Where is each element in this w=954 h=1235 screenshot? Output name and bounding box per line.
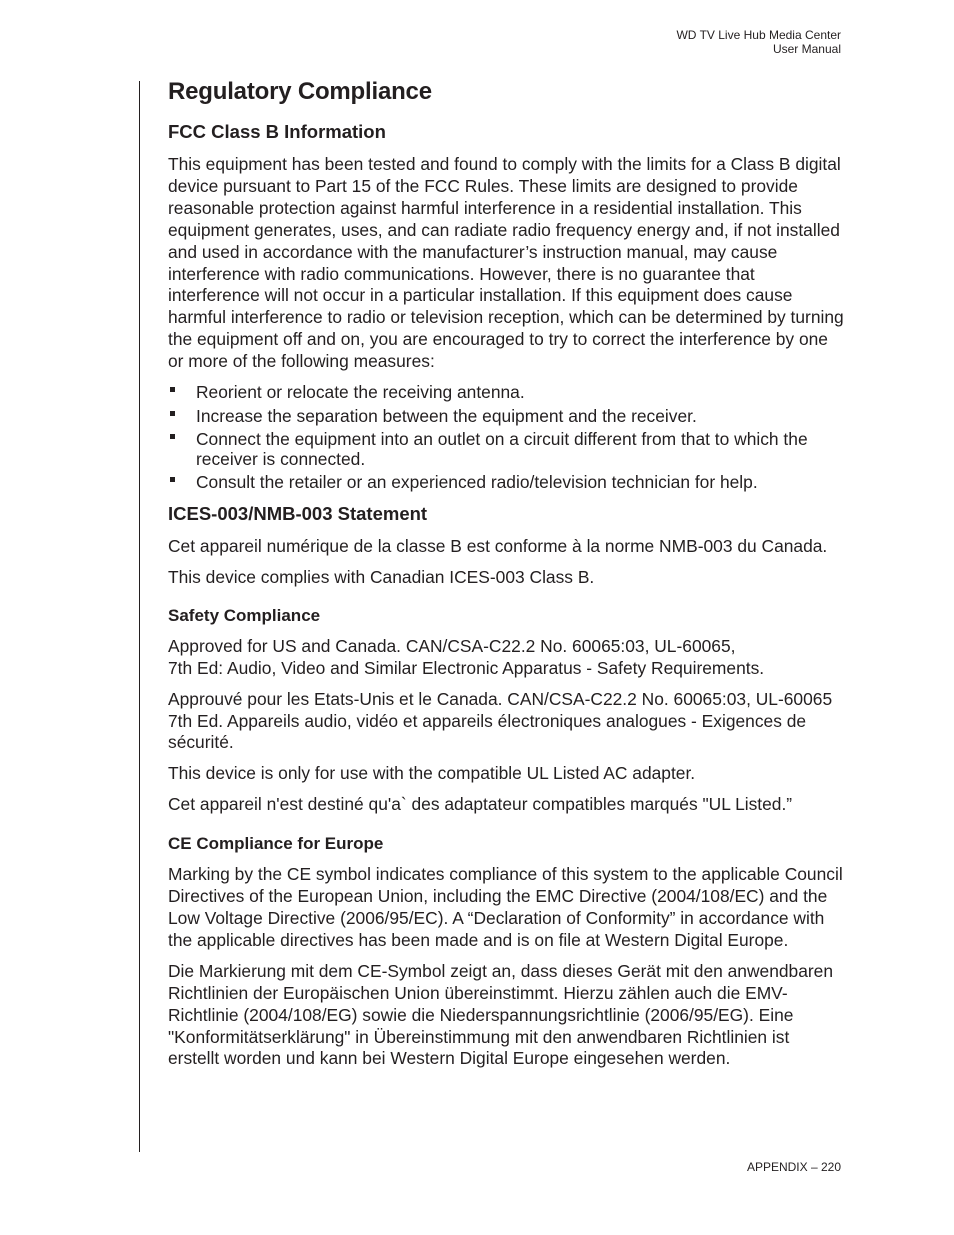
section-side-rule (139, 81, 140, 1152)
safety-paragraph-en: Approved for US and Canada. CAN/CSA-C22.2 No. 60065:03, UL-60065, 7th Ed: Audio, Video and Similar Electronic Apparatus - Safety Requirements. (168, 635, 765, 678)
fcc-heading: FCC Class B Information (168, 121, 386, 142)
fcc-paragraph: This equipment has been tested and found to comply with the limits for a Class B digital device pursuant to Part 15 of the FCC Rules. These limits are designed to provide reasonable protection against harmful interference in a residential installation. This equipment generates, uses, and can radiate radio frequency energy and, if not installed and used in accordance with the manufacturer’s instruction manual, may cause interference with radio communications. However, there is no guarantee that interference will not occur in a particular installation. If this equipment does cause harmful interference to radio or television reception, which can be determined by turning the equipment off and on, you are encouraged to try to correct the interference by one or more of the following measures: (168, 154, 844, 372)
ce-heading: CE Compliance for Europe (168, 834, 384, 854)
square-bullet-icon (170, 411, 175, 416)
ce-paragraph-en: Marking by the CE symbol indicates compliance of this system to the applicable Council Directives of the European Union, including the EMC Directive (2004/108/EC) and the Low Voltage Directive (2006/95/EC). A “Declaration of Conformity” in accordance with the applicable directives has been made and is on file at Western Digital Europe. (168, 864, 843, 950)
safety-heading: Safety Compliance (168, 605, 321, 625)
ices-paragraph-fr: Cet appareil numérique de la classe B est conforme à la norme NMB-003 du Canada. (168, 536, 828, 557)
ices-heading: ICES-003/NMB-003 Statement (168, 503, 428, 525)
list-item: Consult the retailer or an experienced radio/television technician for help. (168, 473, 844, 493)
page-footer (747, 1160, 841, 1174)
square-bullet-icon (170, 434, 175, 439)
safety-adapter-en: This device is only for use with the compatible UL Listed AC adapter. (168, 763, 696, 784)
list-item: Increase the separation between the equipment and the receiver. (168, 407, 844, 427)
list-item: Reorient or relocate the receiving antenna. (168, 383, 844, 403)
ce-paragraph-de: Die Markierung mit dem CE-Symbol zeigt an, dass dieses Gerät mit den anwendbaren Richtlinien der Europäischen Union übereinstimmt. Hierzu zählen auch die EMV-Richtlinie (2004/108/EG) sowie die Niederspannungsrichtlinie (2006/95/EG). Eine "Konformitätserklärung" in Übereinstimmung mit den anwendbaren Richtlinien ist erstellt worden und kann bei Western Digital Europe eingesehen werden. (168, 960, 834, 1069)
running-header (676, 28, 841, 56)
list-item: Connect the equipment into an outlet on a circuit different from that to which the receiver is connected. (168, 430, 844, 469)
page-content (168, 76, 844, 1070)
fcc-measures-list (168, 383, 844, 493)
header-manual-title: User Manual (772, 42, 841, 56)
header-product-title: WD TV Live Hub Media Center (676, 28, 841, 42)
safety-adapter-fr: Cet appareil n'est destiné qu'a` des adaptateur compatibles marqués "UL Listed.” (168, 794, 793, 815)
ices-paragraph-en: This device complies with Canadian ICES-003 Class B. (168, 566, 595, 587)
page-number: 220 (820, 1160, 841, 1174)
footer-section: APPENDIX (746, 1160, 808, 1174)
safety-paragraph-fr: Approuvé pour les Etats-Unis et le Canada. CAN/CSA-C22.2 No. 60065:03, UL-60065 7th Ed. Appareils audio, vidéo et appareils électroniques analogues - Exigences de sécurité. (168, 688, 833, 753)
square-bullet-icon (170, 477, 175, 482)
square-bullet-icon (170, 387, 175, 392)
page-title: Regulatory Compliance (168, 78, 432, 105)
footer-separator: – (807, 1160, 821, 1174)
